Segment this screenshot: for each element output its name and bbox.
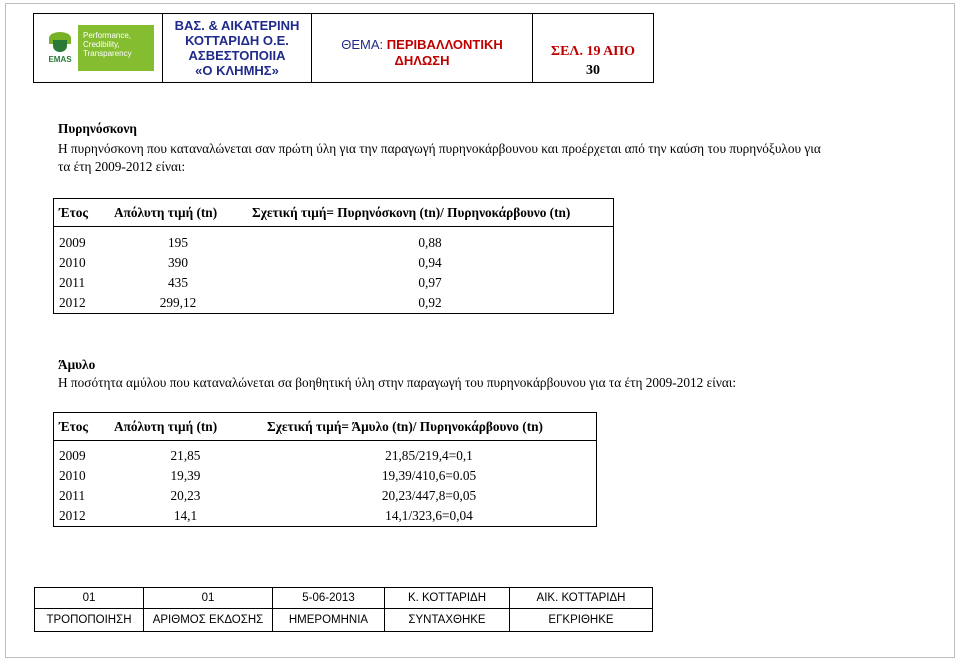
logo-line: Performance, (83, 31, 132, 40)
section-text: Η ποσότητα αμύλου που καταναλώνεται σα βοηθητική ύλη στην παραγωγή του πυρηνοκάρβουνου για τα έτη 2009-2012 είναι: (58, 375, 737, 390)
footer-labels-row (35, 609, 653, 632)
pyrinoskoni-table (53, 198, 614, 314)
section-text: τα έτη 2009-2012 είναι: (58, 159, 186, 174)
page-number (533, 14, 654, 83)
issue-number-value: 01 (144, 588, 273, 609)
section-text: Η πυρηνόσκονη που καταναλώνεται σαν πρώτη ύλη για την παραγωγή πυρηνοκάρβουνου και προέρχεται από την καύση του πυρηνόξυλου για (58, 141, 821, 156)
subject-label: ΘΕΜΑ: (341, 37, 384, 52)
page-total: 30 (586, 63, 600, 78)
column-header: Απόλυτη τιμή (tn) (109, 413, 262, 441)
table-header-row (54, 413, 597, 441)
subject-value: ΔΗΛΩΣΗ (394, 53, 450, 68)
logo-line: Transparency (83, 49, 132, 58)
issue-number-label: ΑΡΙΘΜΟΣ ΕΚΔΟΣΗΣ (144, 609, 273, 632)
column-header: Έτος (54, 199, 110, 227)
logo-cell (34, 14, 163, 83)
column-header: Σχετική τιμή= Άμυλο (tn)/ Πυρηνοκάρβουνο (tn) (262, 413, 597, 441)
table-row: 2009 21,85 21,85/219,4=0,1 (59, 448, 473, 463)
emas-logo (42, 25, 154, 71)
date-label: ΗΜΕΡΟΜΗΝΙΑ (273, 609, 385, 632)
table-row: 2010 19,39 19,39/410,6=0.05 (59, 468, 477, 483)
revision-value: 01 (35, 588, 144, 609)
company-name: ΒΑΣ. & ΑΙΚΑΤΕΡΙΝΗ ΚΟΤΤΑΡΙΔΗ Ο.Ε. ΑΣΒΕΣΤΟΠΟΙΙΑ «Ο ΚΛΗΜΗΣ» (163, 14, 312, 83)
column-header: Απόλυτη τιμή (tn) (109, 199, 247, 227)
column-header: Έτος (54, 413, 110, 441)
table-row: 2012 14,1 14,1/323,6=0,04 (59, 508, 473, 523)
document-subject (312, 14, 533, 83)
section-title: Πυρηνόσκονη (58, 121, 137, 136)
page-label: ΣΕΛ. 19 ΑΠΟ (550, 44, 636, 59)
approver-value: ΑΙΚ. ΚΟΤΤΑΡΙΔΗ (510, 588, 653, 609)
table-row: 2012 299,12 0,92 (59, 295, 442, 310)
author-label: ΣΥΝΤΑΧΘΗΚΕ (385, 609, 510, 632)
logo-line: Credibility, (83, 40, 120, 49)
table-row: 2011 20,23 20,23/447,8=0,05 (59, 488, 477, 503)
subject-value: ΠΕΡΙΒΑΛΛΟΝΤΙΚΗ (386, 37, 503, 52)
table-header-row (54, 199, 614, 227)
author-value: Κ. ΚΟΤΤΑΡΙΔΗ (385, 588, 510, 609)
amylo-table (53, 412, 597, 527)
table-row: 2010 390 0,94 (59, 255, 442, 270)
revision-label: ΤΡΟΠΟΠΟΙΗΣΗ (35, 609, 144, 632)
approver-label: ΕΓΚΡΙΘΗΚΕ (510, 609, 653, 632)
revision-footer (34, 587, 653, 632)
column-header: Σχετική τιμή= Πυρηνόσκονη (tn)/ Πυρηνοκάρβουνο (tn) (247, 199, 614, 227)
page-border (5, 3, 955, 658)
emas-leaf-icon (47, 32, 73, 54)
table-row: 2011 435 0,97 (59, 275, 442, 290)
footer-values-row (35, 588, 653, 609)
document-header (33, 13, 654, 83)
table-row: 2009 195 0,88 (59, 235, 442, 250)
date-value: 5-06-2013 (273, 588, 385, 609)
logo-name: EMAS (48, 55, 72, 64)
section-title: Άμυλο (58, 357, 96, 372)
